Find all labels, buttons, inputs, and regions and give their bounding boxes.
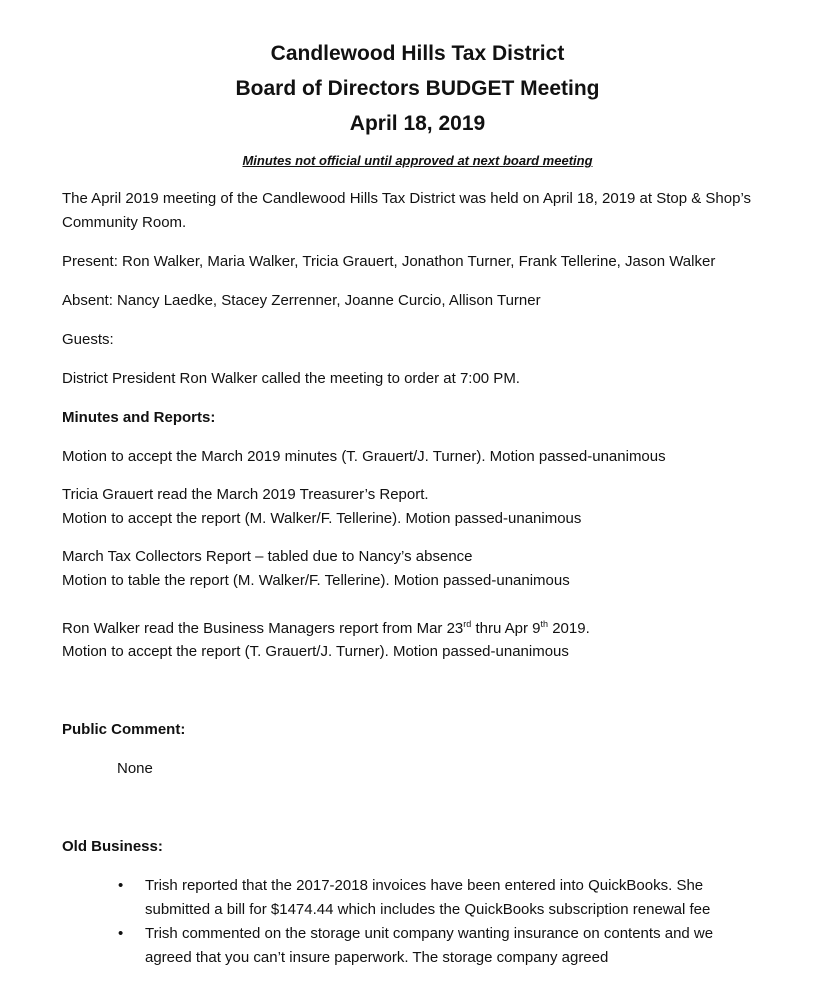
treasurer-motion: Motion to accept the report (M. Walker/F. Tellerine). Motion passed-unanimous — [62, 510, 582, 527]
business-manager-read — [62, 617, 782, 641]
item-line: Trish reported that the 2017-2018 invoices have been entered into QuickBooks. She — [145, 877, 704, 894]
item-line: Trish commented on the storage unit company wanting insurance on contents and we — [145, 925, 714, 942]
guests-line: Guests: — [62, 331, 114, 348]
treasurer-read: Tricia Grauert read the March 2019 Treasurer’s Report. — [62, 486, 429, 503]
present-list: Present: Ron Walker, Maria Walker, Tricia Grauert, Jonathon Turner, Frank Tellerine, Jason Walker — [62, 253, 716, 270]
bm-text-b: thru Apr 9 — [471, 620, 541, 637]
item-line: agreed that you can’t insure paperwork. The storage company agreed — [145, 949, 609, 966]
public-comment-text: None — [117, 760, 153, 777]
public-comment-heading: Public Comment: — [62, 721, 186, 738]
old-business-list — [62, 874, 782, 970]
business-manager-motion: Motion to accept the report (T. Grauert/J. Turner). Motion passed-unanimous — [62, 643, 569, 660]
list-item — [62, 874, 782, 922]
tax-collector-report: March Tax Collectors Report – tabled due to Nancy’s absence — [62, 548, 473, 565]
title-district: Candlewood Hills Tax District — [270, 42, 565, 65]
minutes-reports-heading: Minutes and Reports: — [62, 409, 216, 426]
title-meeting: Board of Directors BUDGET Meeting — [235, 77, 600, 100]
absent-list: Absent: Nancy Laedke, Stacey Zerrenner, Joanne Curcio, Allison Turner — [62, 292, 541, 309]
title-date: April 18, 2019 — [349, 112, 486, 135]
bm-sup-rd: rd — [463, 619, 472, 629]
opening-paragraph: The April 2019 meeting of the Candlewood Hills Tax District was held on April 18, 2019 at Stop & Shop’s Community Room. — [62, 190, 752, 231]
unofficial-notice: Minutes not official until approved at next board meeting — [242, 153, 593, 168]
bm-sup-th: th — [540, 619, 549, 629]
document-title-block — [0, 36, 835, 141]
bm-text-c: 2019. — [548, 620, 590, 637]
call-to-order: District President Ron Walker called the meeting to order at 7:00 PM. — [62, 370, 520, 387]
old-business-heading: Old Business: — [62, 838, 163, 855]
tax-collector-motion: Motion to table the report (M. Walker/F. Tellerine). Motion passed-unanimous — [62, 572, 570, 589]
list-item — [62, 922, 782, 970]
bullet-icon: • — [118, 877, 124, 894]
item-line: submitted a bill for $1474.44 which includes the QuickBooks subscription renewal fee — [145, 901, 711, 918]
motion-minutes: Motion to accept the March 2019 minutes (T. Grauert/J. Turner). Motion passed-unanimous — [62, 448, 666, 465]
bullet-icon: • — [118, 925, 124, 942]
bm-text-a: Ron Walker read the Business Managers report from Mar 23 — [62, 620, 464, 637]
